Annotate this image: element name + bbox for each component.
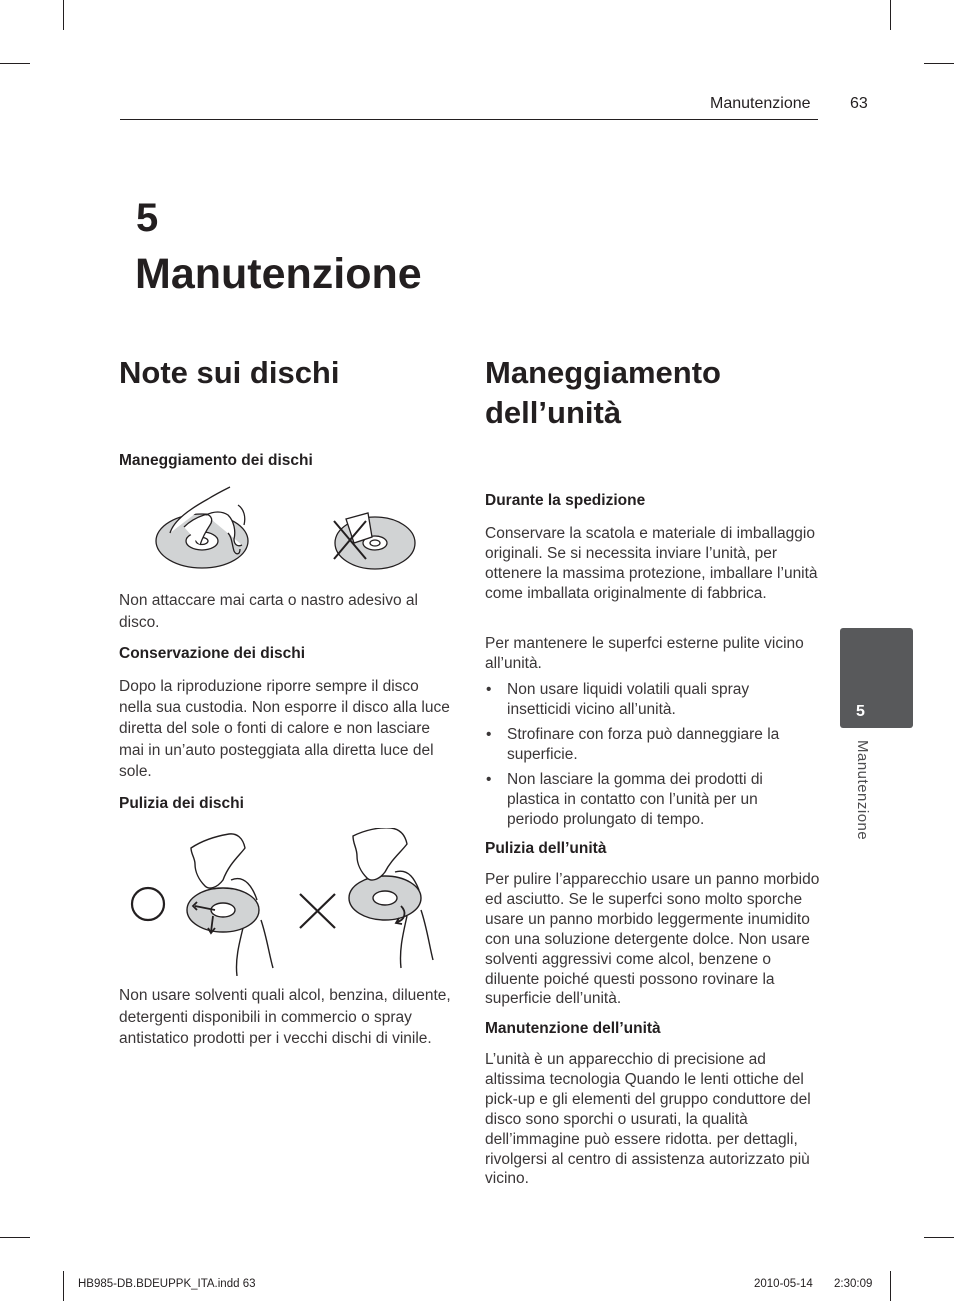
shipping-text: Conservare la scatola e materiale di imballaggio originali. Se si necessita inviare l’unità, per ottenere la massima protezione, imballare l’unità come imballata originalmente di fabbrica.	[485, 525, 818, 602]
unit-cleaning-text: Per pulire l’apparecchio usare un panno morbido ed asciutto. Se le superfci sono molto sporche usare un panno morbido leggermente inumidito con una soluzione detergente dolce. Non usare solventi aggressivi come alcol, benzene o diluente poiché questi possono rovinare la superficie dell’unità.	[485, 871, 820, 1008]
correct-circle-icon	[132, 888, 164, 920]
storage-title: Conservazione dei dischi	[119, 645, 306, 662]
chapter-side-tab	[840, 628, 913, 728]
crop-mark	[890, 1271, 891, 1301]
list-item: • Non lasciare la gomma dei prodotti di plastica in contatto con l’unità per un periodo prolungato di tempo.	[486, 771, 763, 828]
side-tab-label: Manutenzione	[854, 740, 871, 841]
surfaces-text: Per mantenere le superfci esterne pulite vicino all’unità.	[485, 635, 804, 672]
storage-text: Dopo la riproduzione riporre sempre il disco nella sua custodia. Non esporre il disco alla luce diretta del sole o fonti di calore e non lasciare mai in un’auto posteggiata alla diretta luce del sole.	[119, 678, 450, 780]
bullet-icon: •	[486, 726, 492, 743]
list-item: • Non usare liquidi volatili quali spray insetticidi vicino all’unità.	[486, 681, 750, 718]
unit-cleaning-title: Pulizia dell’unità	[485, 840, 607, 857]
crop-mark	[63, 1271, 64, 1301]
header-rule	[120, 119, 818, 120]
shipping-title: Durante la spedizione	[485, 492, 646, 509]
handling-title: Maneggiamento dei dischi	[119, 452, 313, 469]
hand-icon	[191, 834, 245, 888]
incorrect-cleaning-disc	[349, 828, 433, 968]
correct-cleaning-disc	[187, 834, 273, 976]
crop-mark	[0, 63, 30, 64]
maintenance-title: Manutenzione dell’unità	[485, 1020, 661, 1037]
bullet-icon: •	[486, 771, 492, 788]
footer-time: 2:30:09	[834, 1278, 873, 1290]
footer-file: HB985-DB.BDEUPPK_ITA.indd 63	[78, 1278, 256, 1290]
crop-mark	[63, 0, 64, 30]
crop-mark	[924, 1237, 954, 1238]
handling-text: Non attaccare mai carta o nastro adesivo al disco.	[119, 592, 418, 631]
incorrect-handling-disc	[334, 513, 415, 569]
side-tab-number: 5	[856, 703, 865, 720]
footer-date: 2010-05-14	[754, 1278, 813, 1290]
page-number: 63	[850, 95, 868, 112]
crop-mark	[924, 63, 954, 64]
hand-icon	[353, 828, 407, 880]
cleaning-text: Non usare solventi quali alcol, benzina, diluente, detergenti disponibili in commercio o spray antistatico prodotti per i vecchi dischi di vinile.	[119, 987, 451, 1047]
incorrect-cross-icon	[300, 894, 335, 928]
header-section: Manutenzione	[710, 95, 811, 112]
maintenance-text: L’unità è un apparecchio di precisione ad altissima tecnologia Quando le lenti ottiche del pick-up e gli elementi del gruppo conduttore del disco sono sporchi o usurati, la qualità dell’immagine può essere ridotta. per dettagli, rivolgersi al centro di assistenza autorizzato più vicino.	[485, 1051, 811, 1188]
care-bullet-list	[485, 680, 805, 835]
list-item: • Strofinare con forza può danneggiare la superficie.	[486, 726, 780, 763]
bullet-icon: •	[486, 681, 492, 698]
right-heading-line2: dell’unità	[485, 395, 622, 430]
correct-handling-disc	[156, 487, 248, 568]
crop-mark	[890, 0, 891, 30]
left-heading: Note sui dischi	[119, 355, 340, 390]
cleaning-title: Pulizia dei dischi	[119, 795, 244, 812]
chapter-number: 5	[136, 196, 159, 240]
chapter-title: Manutenzione	[135, 250, 422, 298]
disc-handling-illustration	[150, 485, 420, 575]
right-heading-line1: Maneggiamento	[485, 355, 721, 390]
disc-cleaning-illustration	[125, 828, 440, 976]
crop-mark	[0, 1237, 30, 1238]
